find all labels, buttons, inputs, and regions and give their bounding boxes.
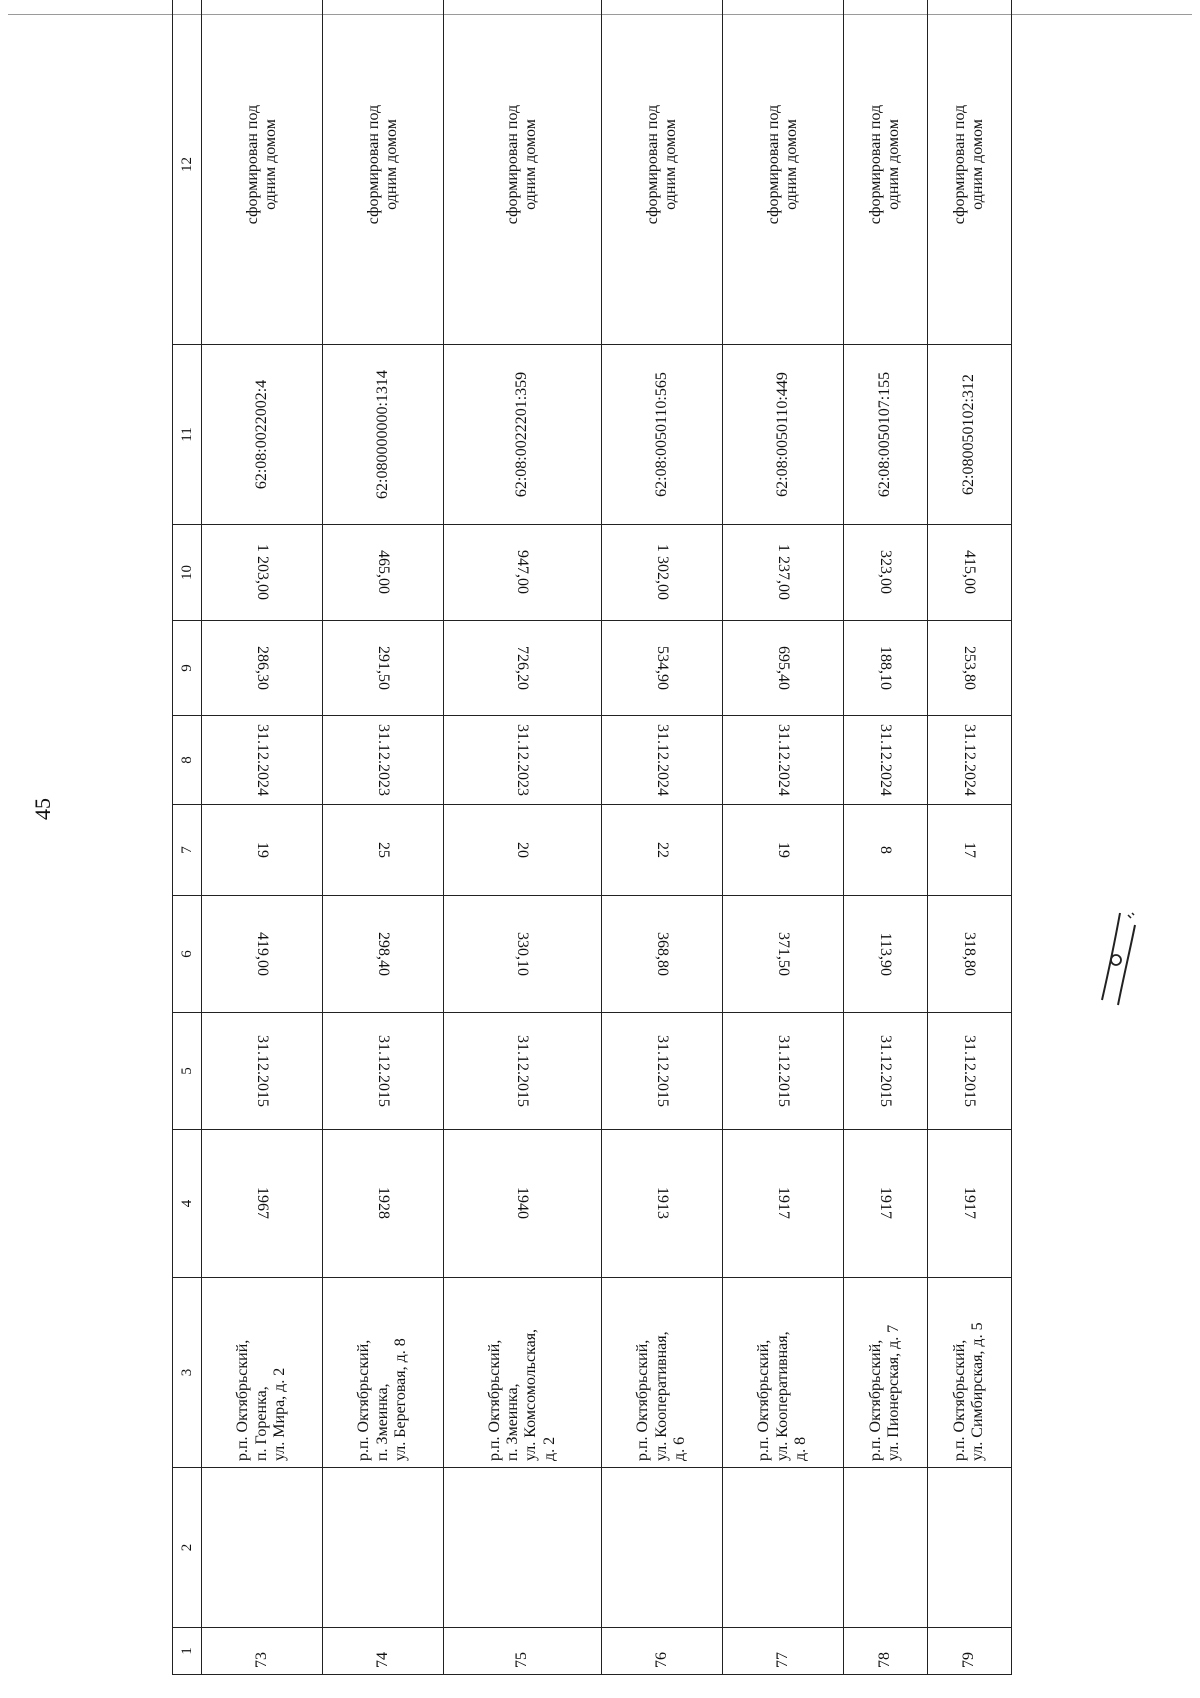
value10-cell bbox=[601, 525, 722, 621]
row-number bbox=[322, 1628, 443, 1675]
address-cell bbox=[927, 1278, 1011, 1468]
value6-cell bbox=[322, 896, 443, 1013]
date1-cell bbox=[722, 1013, 843, 1130]
note-line: одним домом bbox=[969, 119, 987, 210]
address-line: д. 8 bbox=[792, 1436, 810, 1461]
cadastral-number-cell-text: 62:08:0022002:4 bbox=[252, 379, 270, 490]
note-line: одним домом bbox=[661, 119, 679, 210]
value10-cell bbox=[927, 525, 1011, 621]
value9-cell bbox=[601, 621, 722, 716]
note-cell bbox=[202, 0, 323, 345]
address-line: ул. Комсомольская, bbox=[522, 1328, 540, 1461]
column-number-3: 3 bbox=[173, 1278, 202, 1468]
date2-cell bbox=[601, 716, 722, 805]
row-number bbox=[601, 1628, 722, 1675]
address-line: ул. Береговая, д. 8 bbox=[392, 1338, 410, 1461]
value7-cell-text: 25 bbox=[374, 842, 392, 858]
year-cell-text: 1917 bbox=[877, 1187, 895, 1220]
year-cell bbox=[927, 1130, 1011, 1278]
value7-cell-text: 17 bbox=[961, 842, 979, 858]
column-number-5: 5 bbox=[173, 1013, 202, 1130]
date2-cell bbox=[443, 716, 601, 805]
note-line: сформирован под bbox=[643, 104, 661, 225]
date1-cell bbox=[601, 1013, 722, 1130]
col2-cell bbox=[322, 1468, 443, 1628]
date1-cell-text: 31.12.2015 bbox=[961, 1035, 979, 1107]
address-line: р.п. Октябрьский, bbox=[234, 1339, 252, 1461]
date2-cell bbox=[202, 716, 323, 805]
note-line: сформирован под bbox=[951, 104, 969, 225]
page-number: 45 bbox=[30, 798, 55, 820]
date1-cell-text: 31.12.2015 bbox=[877, 1035, 895, 1107]
value10-cell-text: 323,00 bbox=[877, 550, 895, 595]
value9-cell-text: 695,40 bbox=[774, 646, 792, 690]
row-number bbox=[443, 1628, 601, 1675]
date2-cell bbox=[843, 716, 927, 805]
row-number bbox=[722, 1628, 843, 1675]
year-cell bbox=[843, 1130, 927, 1278]
address-line: р.п. Октябрьский, bbox=[867, 1339, 885, 1461]
value10-cell-text: 947,00 bbox=[514, 550, 532, 595]
column-number-12: 12 bbox=[173, 0, 202, 345]
value6-cell-text: 298,40 bbox=[374, 932, 392, 976]
address-line: ул. Пионерская, д. 7 bbox=[885, 1324, 903, 1461]
year-cell-text: 1967 bbox=[253, 1187, 271, 1220]
address-line: д. 2 bbox=[540, 1436, 558, 1461]
note-cell bbox=[322, 0, 443, 345]
year-cell-text: 1940 bbox=[514, 1187, 532, 1220]
row-number-text: 74 bbox=[373, 1652, 391, 1668]
column-number-4: 4 bbox=[173, 1130, 202, 1278]
row-number-text: 79 bbox=[960, 1652, 978, 1668]
column-number-8: 8 bbox=[173, 716, 202, 805]
note-cell bbox=[927, 0, 1011, 345]
year-cell bbox=[601, 1130, 722, 1278]
row-number-text: 76 bbox=[652, 1652, 670, 1668]
address-line: д. 6 bbox=[671, 1436, 689, 1461]
date2-cell bbox=[722, 716, 843, 805]
value10-cell-text: 415,00 bbox=[961, 550, 979, 595]
date2-cell-text: 31.12.2023 bbox=[514, 724, 532, 796]
value9-cell-text: 534,90 bbox=[653, 646, 671, 690]
value10-cell bbox=[443, 525, 601, 621]
cadastral-number-cell bbox=[443, 345, 601, 525]
year-cell bbox=[322, 1130, 443, 1278]
table-row bbox=[843, 0, 927, 1675]
note-cell bbox=[722, 0, 843, 345]
date1-cell bbox=[322, 1013, 443, 1130]
value9-cell bbox=[322, 621, 443, 716]
column-number-9: 9 bbox=[173, 621, 202, 716]
row-number-text: 77 bbox=[773, 1652, 791, 1668]
col2-cell bbox=[202, 1468, 323, 1628]
note-line: сформирован под bbox=[504, 104, 522, 225]
value7-cell-text: 20 bbox=[514, 842, 532, 858]
value9-cell-text: 726,20 bbox=[514, 646, 532, 690]
column-number-10: 10 bbox=[173, 525, 202, 621]
col2-cell bbox=[927, 1468, 1011, 1628]
date1-cell bbox=[843, 1013, 927, 1130]
date2-cell-text: 31.12.2024 bbox=[253, 724, 271, 796]
cadastral-number-cell-text: 62:080050102:312 bbox=[960, 374, 978, 495]
address-line: р.п. Октябрьский, bbox=[951, 1339, 969, 1461]
date1-cell-text: 31.12.2015 bbox=[774, 1035, 792, 1107]
table-row bbox=[202, 0, 323, 1675]
value6-cell-text: 318,80 bbox=[961, 932, 979, 976]
value7-cell bbox=[443, 805, 601, 896]
year-cell bbox=[443, 1130, 601, 1278]
value9-cell-text: 291,50 bbox=[374, 646, 392, 690]
date1-cell bbox=[443, 1013, 601, 1130]
value6-cell-text: 419,00 bbox=[253, 932, 271, 976]
cadastral-number-cell-text: 62:08:0022201:359 bbox=[513, 371, 531, 498]
value10-cell bbox=[722, 525, 843, 621]
value6-cell-text: 371,50 bbox=[774, 932, 792, 976]
year-cell-text: 1913 bbox=[653, 1187, 671, 1220]
note-line: одним домом bbox=[885, 119, 903, 210]
cadastral-number-cell-text: 62:08:0050110:565 bbox=[652, 372, 670, 497]
note-line: одним домом bbox=[261, 119, 279, 210]
cadastral-number-cell-text: 62:08:0050107:155 bbox=[876, 371, 894, 498]
cadastral-number-cell-text: 62:080000000:1314 bbox=[373, 370, 391, 499]
date2-cell-text: 31.12.2024 bbox=[961, 724, 979, 796]
value9-cell-text: 286,30 bbox=[253, 646, 271, 690]
column-number-1: 1 bbox=[173, 1628, 202, 1675]
note-cell bbox=[601, 0, 722, 345]
note-line: одним домом bbox=[522, 119, 540, 210]
column-number-6: 6 bbox=[173, 896, 202, 1013]
row-number-text: 78 bbox=[876, 1652, 894, 1668]
register-table bbox=[172, 0, 1012, 1675]
date1-cell-text: 31.12.2015 bbox=[374, 1035, 392, 1107]
value10-cell-text: 465,00 bbox=[374, 550, 392, 595]
value9-cell-text: 253,80 bbox=[961, 646, 979, 690]
value7-cell bbox=[601, 805, 722, 896]
table-row bbox=[601, 0, 722, 1675]
value10-cell bbox=[322, 525, 443, 621]
address-cell bbox=[443, 1278, 601, 1468]
address-line: р.п. Октябрьский, bbox=[485, 1339, 503, 1461]
value6-cell-text: 113,90 bbox=[877, 932, 895, 976]
row-number bbox=[843, 1628, 927, 1675]
year-cell-text: 1917 bbox=[774, 1187, 792, 1220]
date2-cell-text: 31.12.2024 bbox=[877, 724, 895, 796]
cadastral-number-cell bbox=[722, 345, 843, 525]
row-number bbox=[202, 1628, 323, 1675]
value7-cell bbox=[927, 805, 1011, 896]
address-cell bbox=[601, 1278, 722, 1468]
year-cell bbox=[722, 1130, 843, 1278]
table-row bbox=[927, 0, 1011, 1675]
cadastral-number-cell bbox=[927, 345, 1011, 525]
value7-cell-text: 19 bbox=[253, 842, 271, 858]
address-cell bbox=[322, 1278, 443, 1468]
value7-cell-text: 19 bbox=[774, 842, 792, 858]
value6-cell-text: 330,10 bbox=[514, 932, 532, 976]
row-number bbox=[927, 1628, 1011, 1675]
value7-cell bbox=[202, 805, 323, 896]
value9-cell bbox=[202, 621, 323, 716]
address-line: п. Змеинка, bbox=[504, 1383, 522, 1461]
address-line: р.п. Октябрьский, bbox=[634, 1339, 652, 1461]
row-number-text: 73 bbox=[252, 1652, 270, 1668]
note-line: сформирован под bbox=[243, 104, 261, 225]
value6-cell bbox=[443, 896, 601, 1013]
col2-cell bbox=[601, 1468, 722, 1628]
table-body bbox=[202, 0, 1012, 1675]
note-line: одним домом bbox=[782, 119, 800, 210]
date2-cell bbox=[927, 716, 1011, 805]
table-row bbox=[722, 0, 843, 1675]
value6-cell bbox=[843, 896, 927, 1013]
address-line: ул. Кооперативная, bbox=[773, 1331, 791, 1461]
cadastral-number-cell bbox=[322, 345, 443, 525]
address-line: ул. Симбирская, д. 5 bbox=[969, 1322, 987, 1461]
note-line: сформирован под bbox=[364, 104, 382, 225]
cadastral-number-cell bbox=[202, 345, 323, 525]
value9-cell bbox=[722, 621, 843, 716]
value10-cell-text: 1 302,00 bbox=[653, 544, 671, 601]
value10-cell bbox=[202, 525, 323, 621]
date1-cell-text: 31.12.2015 bbox=[653, 1035, 671, 1107]
value10-cell-text: 1 237,00 bbox=[774, 544, 792, 601]
date2-cell bbox=[322, 716, 443, 805]
row-number-text: 75 bbox=[513, 1652, 531, 1668]
value9-cell bbox=[843, 621, 927, 716]
cadastral-number-cell bbox=[843, 345, 927, 525]
date2-cell-text: 31.12.2024 bbox=[774, 724, 792, 796]
rotated-table-wrapper bbox=[172, 0, 1012, 1675]
address-cell bbox=[843, 1278, 927, 1468]
value10-cell bbox=[843, 525, 927, 621]
address-line: р.п. Октябрьский, bbox=[355, 1339, 373, 1461]
value7-cell bbox=[722, 805, 843, 896]
table-row bbox=[322, 0, 443, 1675]
value6-cell bbox=[722, 896, 843, 1013]
value7-cell-text: 22 bbox=[653, 842, 671, 858]
date2-cell-text: 31.12.2024 bbox=[653, 724, 671, 796]
value7-cell-text: 8 bbox=[877, 846, 895, 854]
table-row bbox=[443, 0, 601, 1675]
col2-cell bbox=[443, 1468, 601, 1628]
column-number-7: 7 bbox=[173, 805, 202, 896]
year-cell-text: 1928 bbox=[374, 1187, 392, 1220]
col2-cell bbox=[722, 1468, 843, 1628]
year-cell-text: 1917 bbox=[961, 1187, 979, 1220]
note-line: сформирован под bbox=[764, 104, 782, 225]
value6-cell bbox=[927, 896, 1011, 1013]
address-line: ул. Мира, д. 2 bbox=[271, 1367, 289, 1461]
column-number-row bbox=[173, 0, 202, 1675]
value6-cell-text: 368,80 bbox=[653, 932, 671, 976]
date2-cell-text: 31.12.2023 bbox=[374, 724, 392, 796]
note-line: одним домом bbox=[382, 119, 400, 210]
date1-cell bbox=[927, 1013, 1011, 1130]
note-cell bbox=[843, 0, 927, 345]
address-cell bbox=[722, 1278, 843, 1468]
note-line: сформирован под bbox=[867, 104, 885, 225]
value7-cell bbox=[322, 805, 443, 896]
column-number-2: 2 bbox=[173, 1468, 202, 1628]
col2-cell bbox=[843, 1468, 927, 1628]
address-line: п. Змеинка, bbox=[373, 1383, 391, 1461]
value6-cell bbox=[601, 896, 722, 1013]
date1-cell bbox=[202, 1013, 323, 1130]
address-cell bbox=[202, 1278, 323, 1468]
column-number-11: 11 bbox=[173, 345, 202, 525]
value9-cell-text: 188,10 bbox=[877, 646, 895, 690]
cadastral-number-cell-text: 62:08:0050110:449 bbox=[773, 372, 791, 497]
date1-cell-text: 31.12.2015 bbox=[253, 1035, 271, 1107]
year-cell bbox=[202, 1130, 323, 1278]
cadastral-number-cell bbox=[601, 345, 722, 525]
address-line: п. Горенка, bbox=[252, 1386, 270, 1461]
value7-cell bbox=[843, 805, 927, 896]
value9-cell bbox=[443, 621, 601, 716]
address-line: ул. Кооперативная, bbox=[652, 1331, 670, 1461]
value10-cell-text: 1 203,00 bbox=[253, 544, 271, 601]
date1-cell-text: 31.12.2015 bbox=[514, 1035, 532, 1107]
value9-cell bbox=[927, 621, 1011, 716]
note-cell bbox=[443, 0, 601, 345]
handwritten-mark-icon bbox=[1080, 905, 1150, 1015]
value6-cell bbox=[202, 896, 323, 1013]
address-line: р.п. Октябрьский, bbox=[755, 1339, 773, 1461]
